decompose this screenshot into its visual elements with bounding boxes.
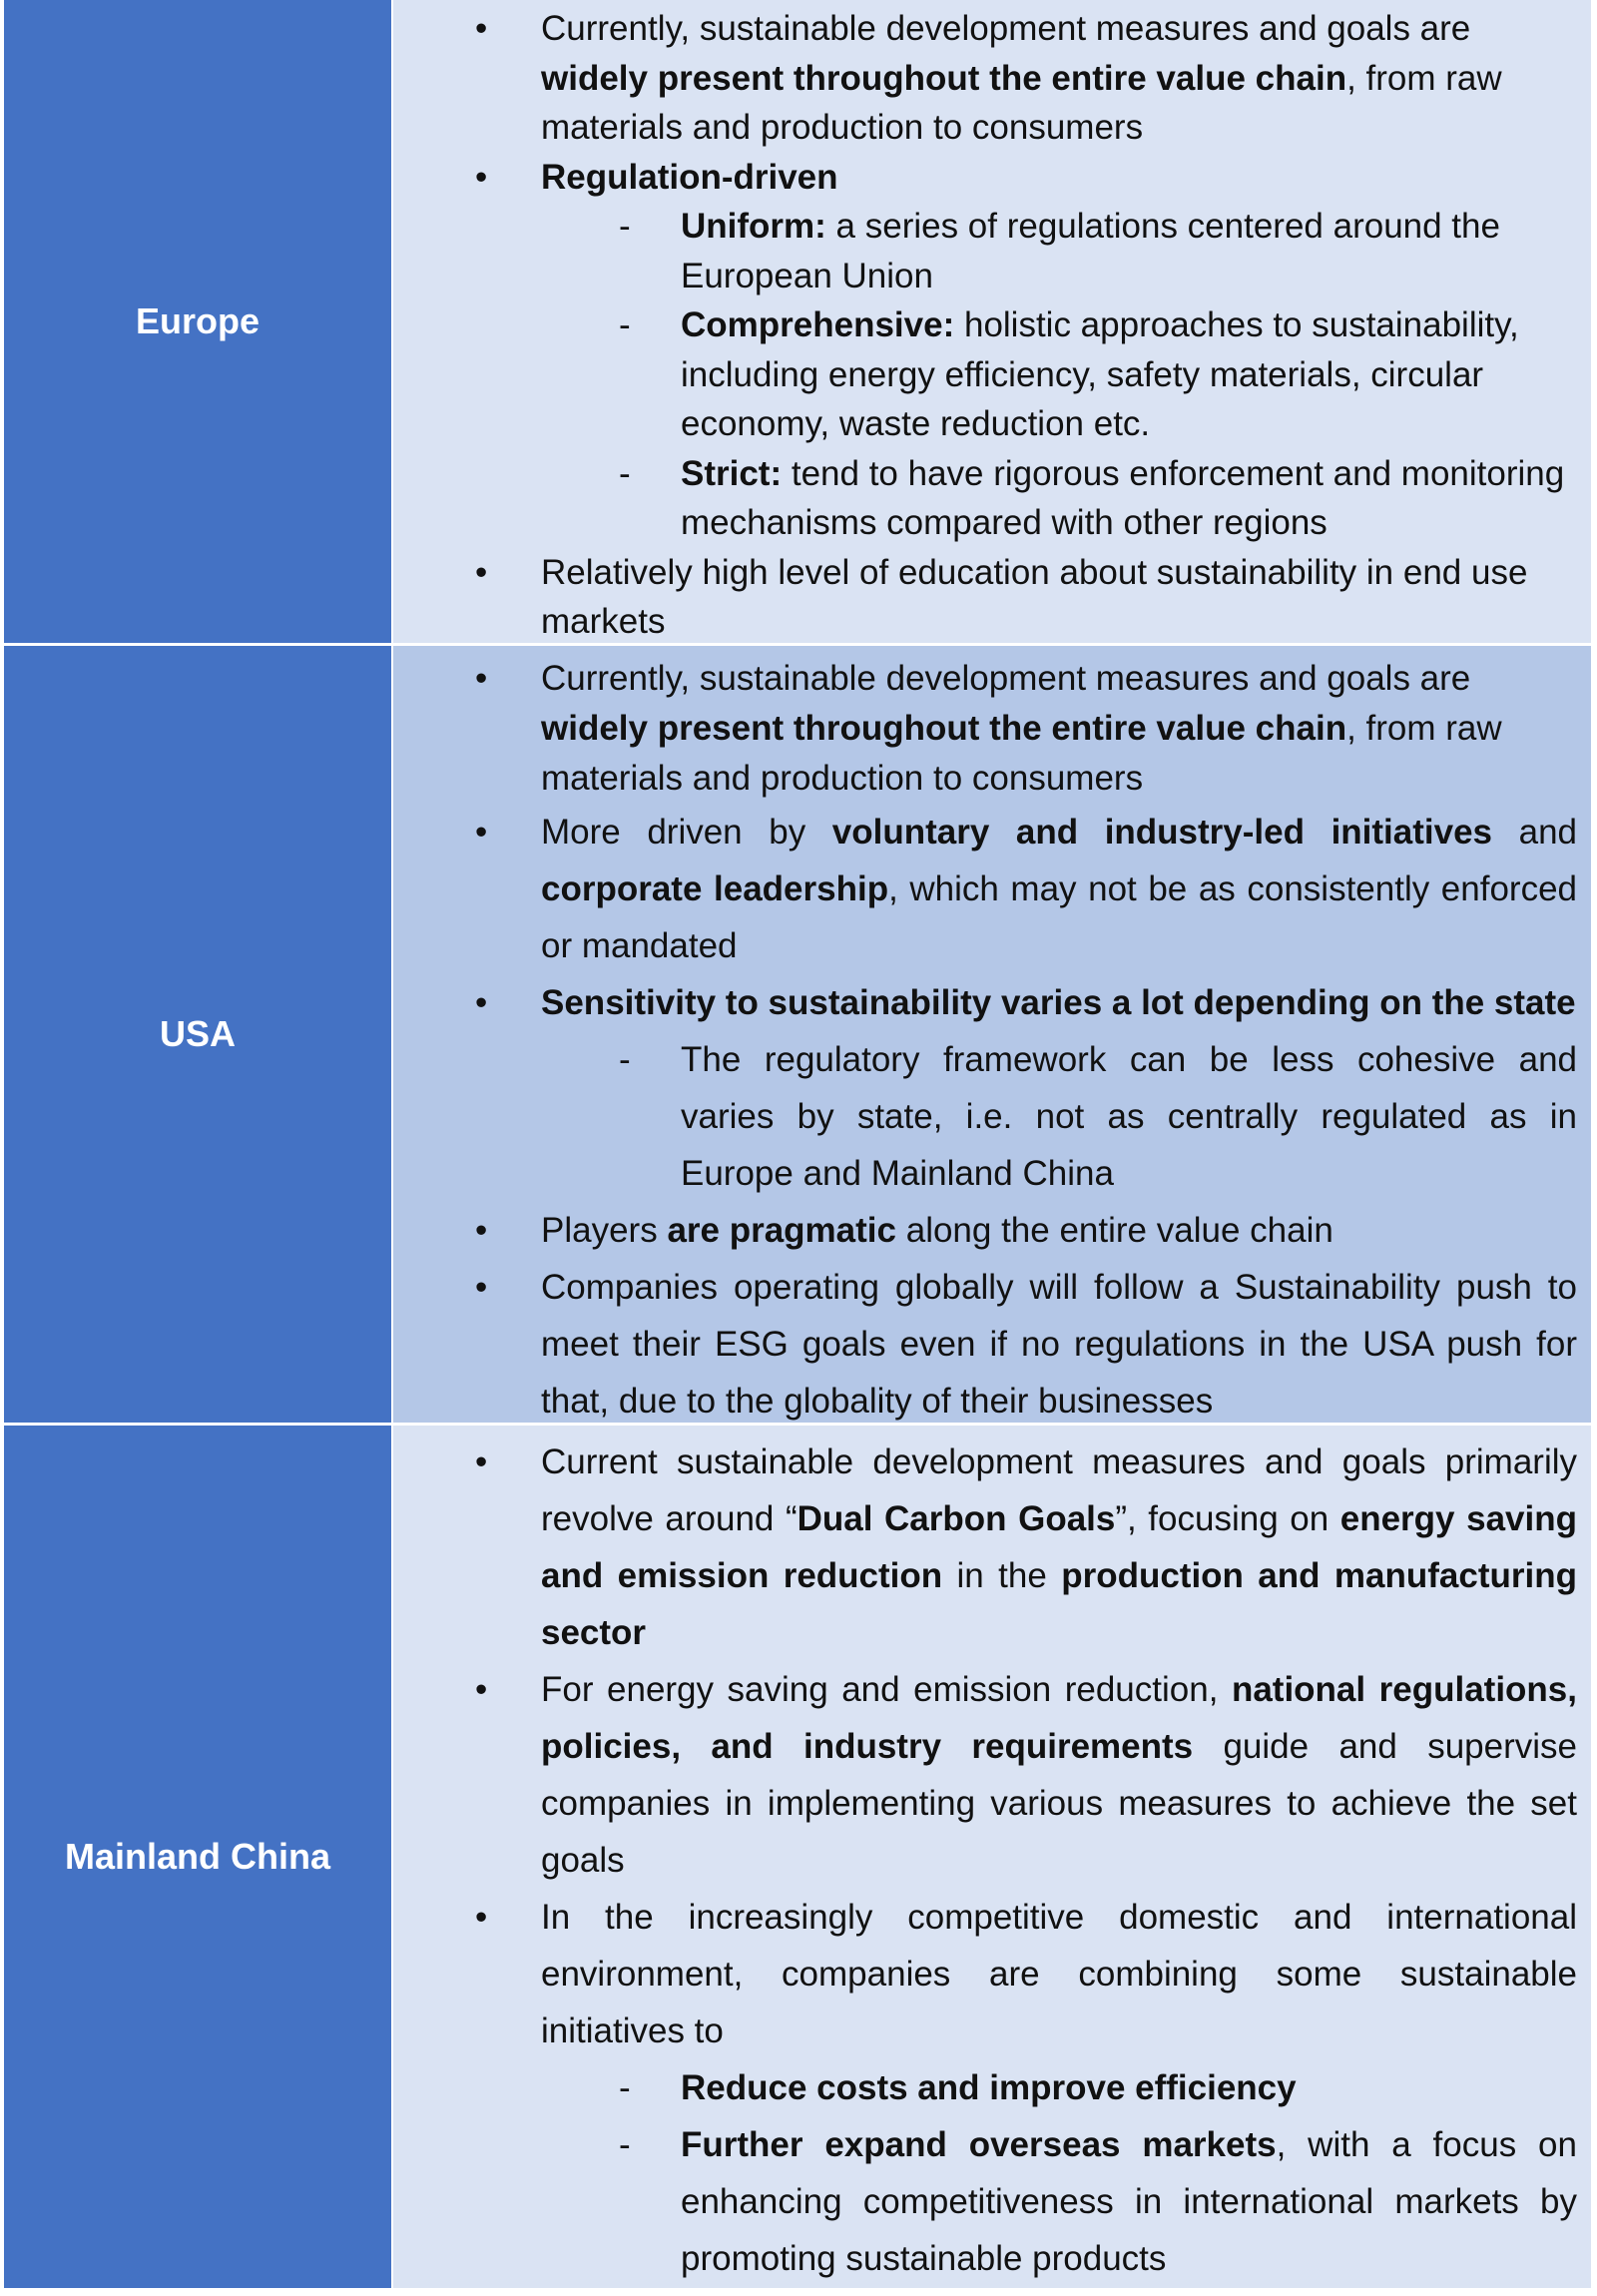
bold-text: Sensitivity to sustainability varies a lot depending on the state: [541, 983, 1576, 1022]
text: guide and supervise companies in implementing various measures to achieve the set goals: [541, 1727, 1577, 1880]
bold-text: Dual Carbon Goals: [797, 1499, 1116, 1538]
bullet-item: [541, 548, 1577, 647]
region-name: Europe: [135, 300, 260, 341]
bold-text: Regulation-driven: [541, 157, 838, 197]
text: a series of regulations centered around the European Union: [681, 207, 1500, 295]
bullet-item: [541, 654, 1577, 804]
text: Currently, sustainable development measures and goals are: [541, 9, 1471, 48]
text: Companies operating globally will follow a Sustainability push to meet their ESG goals even if no regulations in the USA push for that, due to the globality of their businesses: [541, 1268, 1577, 1421]
bold-text: widely present throughout the entire value chain: [541, 58, 1347, 98]
text: , with a focus on enhancing competitiveness in international markets by promoting sustainable products: [681, 2125, 1577, 2278]
text: tend to have rigorous enforcement and monitoring mechanisms compared with other regions: [681, 453, 1565, 542]
text: , from raw materials and production to consumers: [541, 58, 1502, 147]
bullet-item: [541, 1259, 1577, 1430]
text: along the entire value chain: [896, 1211, 1333, 1250]
sub-item: [681, 2116, 1577, 2287]
bold-text: widely present throughout the entire value chain: [541, 709, 1347, 748]
region-name: USA: [159, 1013, 236, 1054]
text: ”, focusing on: [1115, 1499, 1340, 1538]
bold-text: Reduce costs and improve efficiency: [681, 2068, 1297, 2107]
region-name: Mainland China: [64, 1836, 330, 1877]
bold-text: production and manufacturing sector: [541, 1556, 1577, 1652]
sub-item: [681, 2059, 1577, 2116]
table-row-europe: [0, 0, 1597, 643]
text: In the increasingly competitive domestic and international environment, companies are combining some sustainable initiatives to: [541, 1898, 1577, 2050]
text: More driven by: [541, 813, 832, 852]
text: in the: [942, 1556, 1062, 1595]
text: Relatively high level of education about sustainability in end use markets: [541, 552, 1528, 641]
text: , which may not be as consistently enforced or mandated: [541, 869, 1577, 965]
bold-text: Strict:: [681, 453, 783, 493]
bullet-item: [541, 153, 1577, 203]
table-row-mainland-china: [0, 1426, 1597, 2288]
table-row-usa: [0, 646, 1597, 1423]
bullet-item: [541, 1661, 1577, 1889]
bold-text: Comprehensive:: [681, 305, 955, 344]
text: Players: [541, 1211, 668, 1250]
sub-item: [681, 300, 1577, 449]
text: and: [1492, 813, 1578, 852]
text: , from raw materials and production to consumers: [541, 709, 1502, 798]
text: Currently, sustainable development measures and goals are: [541, 659, 1471, 698]
bold-text: corporate leadership: [541, 869, 889, 908]
bullet-item: [541, 1202, 1577, 1259]
sub-item: [681, 202, 1577, 300]
text: Current sustainable development measures and goals primarily revolve around “: [541, 1442, 1577, 1538]
bullet-item: [541, 1434, 1577, 1661]
bold-text: Further expand overseas markets: [681, 2125, 1277, 2164]
sub-item: [681, 1031, 1577, 1202]
region-content-europe: [393, 0, 1591, 643]
bullet-item: [541, 1889, 1577, 2059]
bullet-item: [541, 974, 1577, 1031]
region-label-usa: [4, 646, 391, 1423]
bold-text: voluntary and industry-led initiatives: [831, 813, 1493, 852]
region-content-mainland-china: [393, 1426, 1591, 2288]
bold-text: Uniform:: [681, 207, 826, 246]
text: The regulatory framework can be less cohesive and varies by state, i.e. not as centrally regulated as in Europe and Mainland China: [681, 1040, 1577, 1193]
sub-item: [681, 449, 1577, 548]
text: For energy saving and emission reduction,: [541, 1670, 1232, 1709]
bullet-item: [541, 4, 1577, 153]
region-label-europe: [4, 0, 391, 643]
bold-text: energy saving and emission reduction: [541, 1499, 1577, 1595]
region-content-usa: [393, 646, 1591, 1423]
text: holistic approaches to sustainability, including energy efficiency, safety materials, circular economy, waste reduction etc.: [681, 305, 1519, 443]
bold-text: are pragmatic: [667, 1211, 896, 1250]
bold-text: national regulations, policies, and industry requirements: [541, 1670, 1577, 1766]
bullet-item: [541, 804, 1577, 974]
region-label-mainland-china: [4, 1426, 391, 2288]
